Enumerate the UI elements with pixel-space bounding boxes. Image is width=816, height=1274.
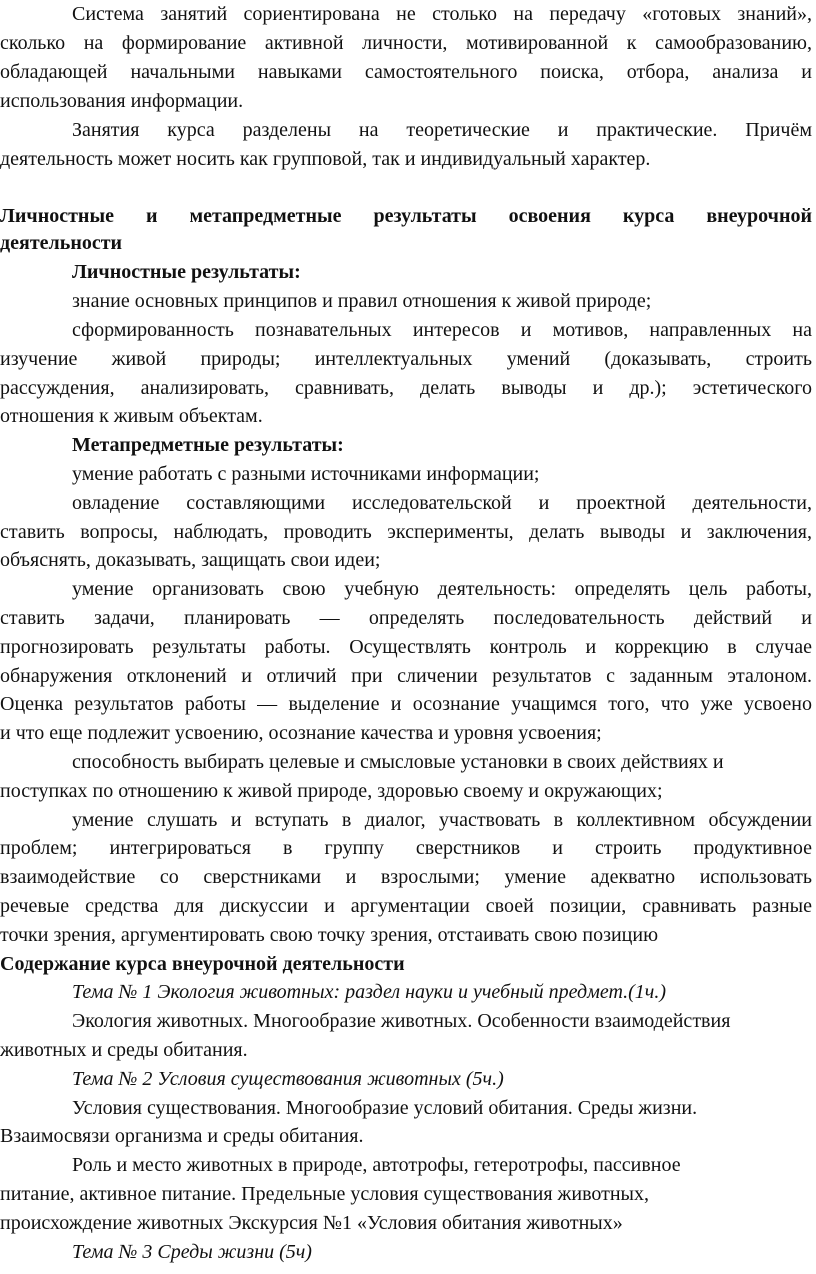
paragraph-line: способность выбирать целевые и смысловые установки в своих действиях и — [72, 751, 724, 773]
paragraph-line: речевые средства для дискуссии и аргументации своей позиции, сравнивать разные — [0, 895, 812, 917]
paragraph-line: и что еще подлежит усвоению, осознание качества и уровня усвоения; — [0, 722, 602, 744]
paragraph-line: обладающей начальными навыками самостоятельного поиска, отбора, анализа и — [0, 61, 812, 83]
paragraph-line: деятельность может носить как групповой, так и индивидуальный характер. — [0, 148, 651, 170]
section-heading: Содержание курса внеурочной деятельности — [0, 953, 405, 975]
paragraph-line: знание основных принципов и правил отношения к живой природе; — [72, 290, 652, 312]
paragraph-line: умение слушать и вступать в диалог, участвовать в коллективном обсуждении — [72, 809, 812, 831]
paragraph-line: ставить вопросы, наблюдать, проводить эксперименты, делать выводы и заключения, — [0, 521, 812, 543]
topic-title: Тема № 1 Экология животных: раздел науки и учебный предмет.(1ч.) — [72, 981, 666, 1003]
paragraph-line: Занятия курса разделены на теоретические и практические. Причём — [72, 119, 812, 141]
paragraph-line: изучение живой природы; интеллектуальных умений (доказывать, строить — [0, 348, 812, 370]
paragraph-line: точки зрения, аргументировать свою точку зрения, отстаивать свою позицию — [0, 924, 659, 946]
paragraph-line: Система занятий сориентирована не столько на передачу «готовых знаний», — [72, 3, 812, 25]
paragraph-line: животных и среды обитания. — [0, 1039, 248, 1061]
paragraph-line: Взаимосвязи организма и среды обитания. — [0, 1125, 364, 1147]
paragraph-line: Экология животных. Многообразие животных. Особенности взаимодействия — [72, 1010, 731, 1032]
paragraph-line: происхождение животных Экскурсия №1 «Условия обитания животных» — [0, 1212, 623, 1234]
section-heading: деятельности — [0, 232, 123, 254]
subsection-heading: Метапредметные результаты: — [72, 434, 344, 456]
topic-title: Тема № 3 Среды жизни (5ч) — [72, 1241, 312, 1263]
paragraph-line: объяснять, доказывать, защищать свои идеи; — [0, 549, 381, 571]
paragraph-line: сформированность познавательных интересов и мотивов, направленных на — [72, 319, 812, 341]
paragraph-line: ставить задачи, планировать — определять последовательность действий и — [0, 607, 812, 629]
paragraph-line: Оценка результатов работы — выделение и осознание учащимся того, что уже усвоено — [0, 693, 812, 715]
paragraph-line: проблем; интегрироваться в группу сверстников и строить продуктивное — [0, 837, 812, 859]
paragraph-line: Условия существования. Многообразие условий обитания. Среды жизни. — [72, 1097, 698, 1119]
paragraph-line: обнаружения отклонений и отличий при сличении результатов с заданным эталоном. — [0, 665, 812, 687]
section-heading: Личностные и метапредметные результаты освоения курса внеурочной — [0, 205, 812, 227]
paragraph-line: поступках по отношению к живой природе, здоровью своему и окружающих; — [0, 780, 663, 802]
paragraph-line: использования информации. — [0, 90, 244, 112]
topic-title: Тема № 2 Условия существования животных (5ч.) — [72, 1068, 504, 1090]
paragraph-line: умение организовать свою учебную деятельность: определять цель работы, — [72, 578, 812, 600]
paragraph-line: питание, активное питание. Предельные условия существования животных, — [0, 1183, 649, 1205]
paragraph-line: Роль и место животных в природе, автотрофы, гетеротрофы, пассивное — [72, 1154, 681, 1176]
paragraph-line: взаимодействие со сверстниками и взрослыми; умение адекватно использовать — [0, 866, 812, 888]
paragraph-line: сколько на формирование активной личности, мотивированной к самообразованию, — [0, 32, 812, 54]
paragraph-line: умение работать с разными источниками информации; — [72, 463, 540, 485]
paragraph-line: овладение составляющими исследовательской и проектной деятельности, — [72, 492, 812, 514]
paragraph-line: отношения к живым объектам. — [0, 405, 263, 427]
paragraph-line: прогнозировать результаты работы. Осуществлять контроль и коррекцию в случае — [0, 636, 812, 658]
subsection-heading: Личностные результаты: — [72, 261, 301, 283]
paragraph-line: рассуждения, анализировать, сравнивать, делать выводы и др.); эстетического — [0, 377, 812, 399]
